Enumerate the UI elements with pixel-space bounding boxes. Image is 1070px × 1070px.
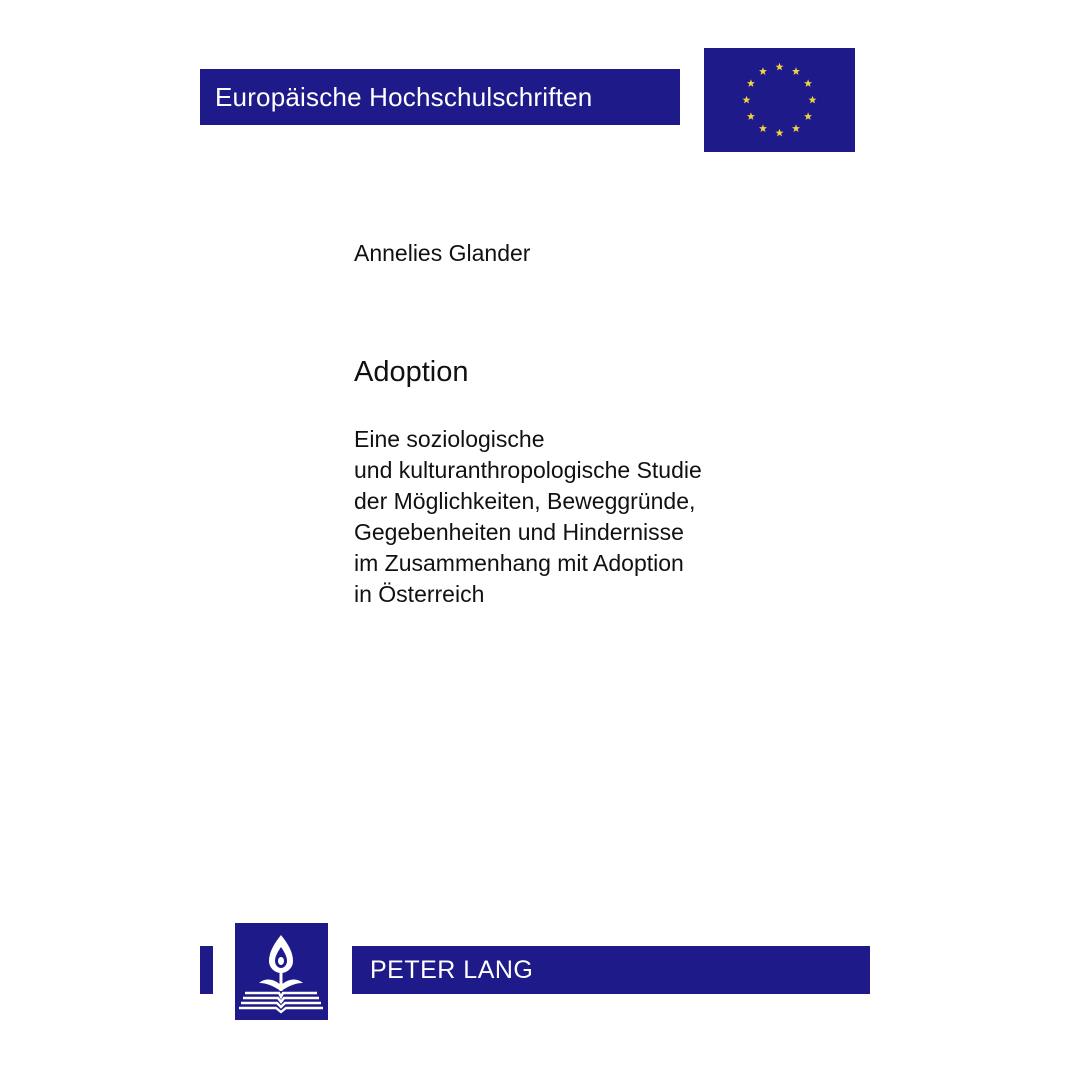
book-title: Adoption: [354, 356, 469, 388]
eu-star-icon: [776, 63, 784, 71]
subtitle-line: im Zusammenhang mit Adoption: [354, 550, 684, 576]
eu-star-icon: [759, 124, 767, 132]
eu-flag-icon: [704, 48, 855, 152]
subtitle-line: der Möglichkeiten, Beweggründe,: [354, 488, 696, 514]
eu-star-icon: [759, 67, 767, 75]
subtitle-line: in Österreich: [354, 581, 485, 607]
subtitle-line: Gegebenheiten und Hindernisse: [354, 519, 684, 545]
eu-star-icon: [743, 96, 751, 104]
eu-star-icon: [776, 129, 784, 137]
eu-flag-stars: [704, 48, 855, 152]
eu-star-icon: [804, 112, 812, 120]
publisher-banner: [352, 946, 870, 994]
eu-star-icon: [792, 124, 800, 132]
author-name: Annelies Glander: [354, 240, 531, 266]
eu-star-icon: [747, 112, 755, 120]
eu-star-icon: [747, 79, 755, 87]
publisher-name: PETER LANG: [370, 955, 534, 984]
series-banner: [200, 69, 680, 125]
book-subtitle: [354, 424, 702, 610]
series-title: Europäische Hochschulschriften: [215, 81, 593, 112]
subtitle-line: Eine soziologische: [354, 426, 545, 452]
decorative-bar: [200, 946, 213, 994]
eu-star-icon: [809, 96, 817, 104]
subtitle-line: und kulturanthropologische Studie: [354, 457, 702, 483]
publisher-logo-graphic: [235, 923, 328, 1020]
eu-star-icon: [792, 67, 800, 75]
publisher-logo-icon: [235, 923, 328, 1020]
eu-star-icon: [804, 79, 812, 87]
